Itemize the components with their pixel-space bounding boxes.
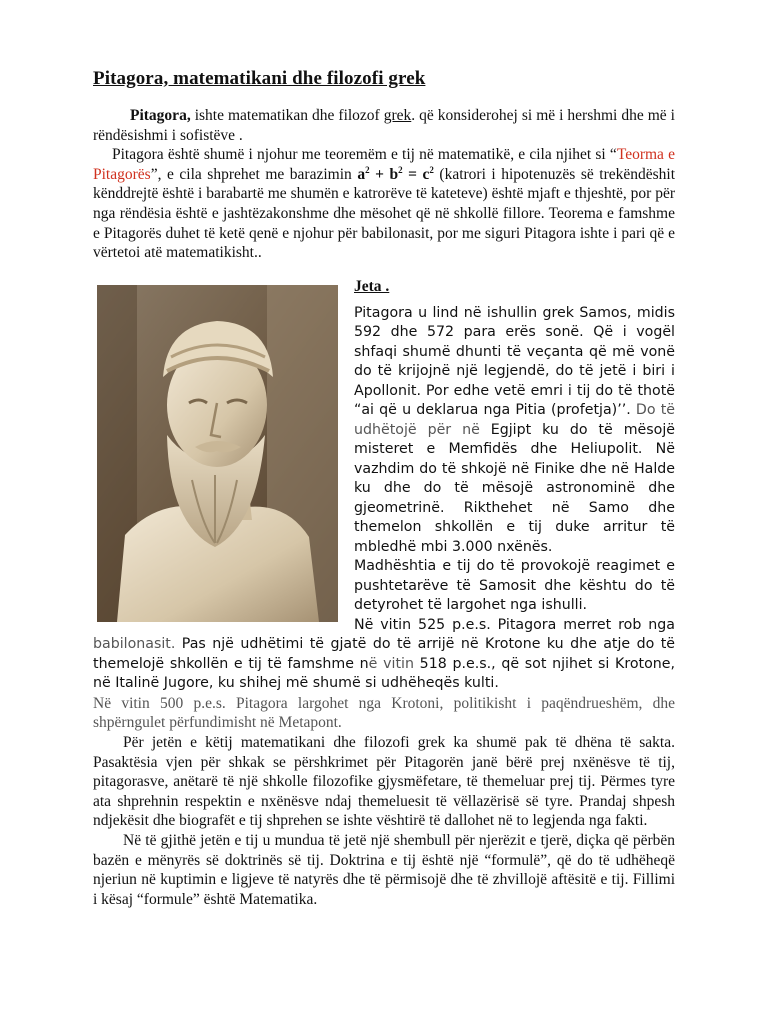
intro-paragraph (93, 106, 675, 145)
theorem-text-2: ”, e cila shprehet me barazimin (150, 165, 358, 183)
equation-sup-a: 2 (365, 164, 370, 175)
equation-sup-b: 2 (398, 164, 403, 175)
equation-b: + b (369, 165, 399, 183)
biography-section (93, 277, 675, 694)
jeta-p3-text-a: Në vitin 525 p.e.s. Pitagora merret rob nga (354, 616, 675, 633)
link-grek[interactable]: grek (383, 107, 412, 124)
jeta-paragraph-3 (93, 616, 675, 694)
theorem-text-1: Pitagora është shumë i njohur me teoremëm e tij në matematikë, e cila njihet si “ (112, 146, 617, 164)
pythagoras-bust-image (97, 285, 338, 622)
paragraph-formula: Në të gjithë jetën e tij u mundua të jetë një shembull për njerëzit e tjerë, diçka që përbën bazën e mënyrës së doktrinës së tij. Doktrina e tij është një “formulë”, që do të udhëheqë njeriun në kuptimin e ligjeve të natyrës dhe të përmisojë dhe të zhvillojë aftësitë e tij. Fillimi i kësaj “formule” është Matematika. (93, 831, 675, 908)
equation-a: a (357, 165, 366, 183)
intro-name: Pitagora, (130, 107, 191, 124)
jeta-p3-gray-1: babilonasit. (93, 636, 176, 653)
theorem-text-3: (katrori i hipotenuzës së trekëndëshit kënddrejtë është i barabartë me shumën e katrorëve të kateteve) është mjaft e thjeshtë, por për nga rëndësia është e jashtëzakonshme dhe mësohet që në shkollë fillore. Teorema e famshme e Pitagorës duhet të ketë qenë e njohur për babilonasit, por me siguri Pitagora ishte i pari që e vërtetoi atë matematikisht.. (93, 165, 676, 262)
closing-section (93, 694, 675, 910)
document-page (93, 68, 675, 909)
jeta-p1-gray: Do të udhëtojë për në (354, 402, 675, 438)
jeta-p3-text-b: Pas një udhëtimi të gjatë do të arrijë në Krotone ku dhe atje do të themelojë shkollën e tij të famshme n (93, 636, 675, 672)
bust-illustration (97, 285, 338, 622)
intro-text-1: ishte matematikan dhe filozof (190, 107, 384, 124)
theorem-paragraph (93, 145, 675, 263)
page-title: Pitagora, matematikani dhe filozofi grek (93, 68, 426, 89)
equation-c: = c (402, 165, 430, 183)
equation-sup-c: 2 (429, 164, 434, 175)
theorem-name-red: Teorma e Pitagorës (93, 146, 675, 183)
jeta-p3-gray-2: ë vitin (368, 655, 414, 672)
intro-text-2: . që konsiderohej si më i hershmi dhe më i rëndësishmi i sofistëve . (93, 107, 675, 144)
equation (357, 166, 434, 183)
jeta-paragraph-2: Madhështia e tij do të provokojë reagimet e pushtetarëve të Samosit dhe kështu do të detyrohet të largohet nga ishulli. (354, 558, 675, 614)
jeta-p1-text: Pitagora u lind në ishullin grek Samos, midis 592 dhe 572 para erës sonë. Që i vogël shfaqi shumë dhunti të veçanta që më vonë do të krijojnë një legjendë, do të jetë i biri i Apollonit. Por edhe vetë emri i tij do të thotë “ai që u deklarua nga Pitia (profetja)’’. (354, 304, 675, 419)
paragraph-500-pes: Në vitin 500 p.e.s. Pitagora largohet nga Krotoni, politikisht i paqëndrueshëm, dhe shpërngulet përfundimisht në Metapont. (93, 694, 675, 732)
jeta-p1-text-b: Egjipt ku do të mësojë misteret e Memfidës dhe Heliupolit. Në vazhdim do të shkojë në Finike dhe në Halde ku dhe do të mësojë astronominë dhe gjeometrinë. Rikthehet në Samo dhe themelon shkollën e tij duke arritur të mbledhë mbi 3.000 nxënës. (354, 421, 675, 555)
section-heading-jeta: Jeta . (354, 277, 390, 295)
paragraph-information: Për jetën e këtij matematikani dhe filozofi grek ka shumë pak të dhëna të sakta. Pasaktësia vjen për shkak se përshkrimet për Pitagorën janë bërë prej nxënësve të tij, pitagorasve, anëtarë të një shkolle filozofike gjysmëfetare, të themeluar prej tij. Përmes tyre ata shprehnin respektin e nxënësve ndaj themeluesit të vëllazërisë së tyre. Prandaj shpesh ndjekësit dhe biografët e tij shprehen se ishte vështirë të dallohet në to legjenda nga fakti. (93, 733, 675, 830)
jeta-p3-text-c: 518 p.e.s., që sot njihet si Krotone, në Italinë Jugore, ku shihej më shumë si udhëheqës kulti. (93, 655, 676, 692)
